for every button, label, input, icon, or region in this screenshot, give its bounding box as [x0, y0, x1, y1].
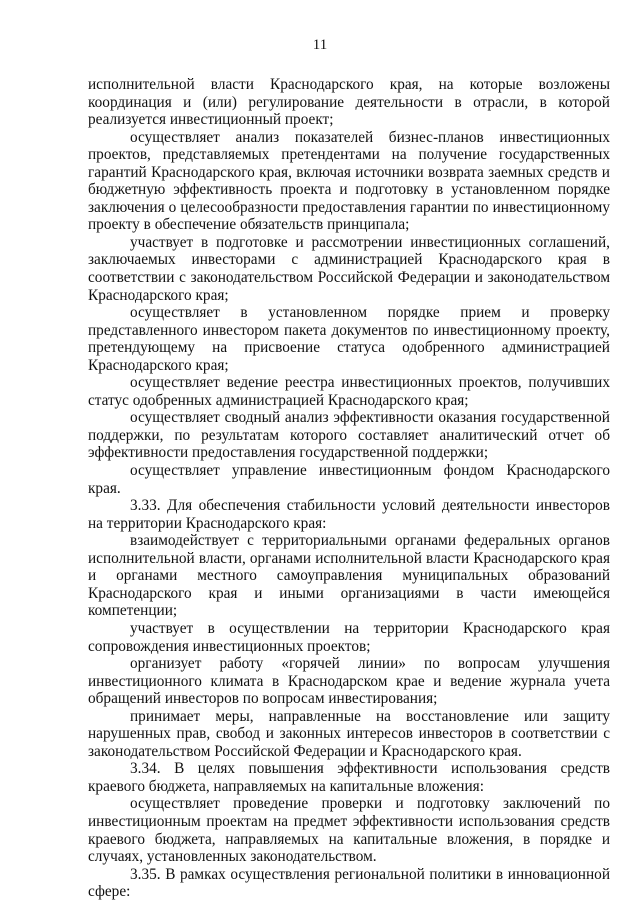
section-3-35-heading: 3.35. В рамках осуществления региональной политики в инновационной сфере:: [88, 865, 610, 901]
document-body: [88, 76, 610, 901]
paragraph-rights-protection: принимает меры, направленные на восстановление или защиту нарушенных прав, свобод и законных интересов инвесторов в соответствии с законодательством Российской Федерации и Краснодарского края.: [88, 707, 610, 760]
page-number: 11: [312, 37, 328, 53]
paragraph-continuation: исполнительной власти Краснодарского края, на которые возложены координация и (или) регулирование деятельности в отрасли, в которой реализуется инвестиционный проект;: [88, 76, 610, 129]
paragraph-interaction: взаимодействует с территориальными органами федеральных органов исполнительной власти, органами исполнительной власти Краснодарского края и органами местного самоуправления муниципальных образований Краснодарского края и иными организациями в части имеющейся компетенции;: [88, 532, 610, 620]
section-3-34-heading: 3.34. В целях повышения эффективности использования средств краевого бюджета, направляемых на капитальные вложения:: [88, 760, 610, 795]
paragraph-project-support: участвует в осуществлении на территории Краснодарского края сопровождения инвестиционных проектов;: [88, 619, 610, 655]
paragraph-document-review: осуществляет в установленном порядке прием и проверку представленного инвестором пакета документов по инвестиционному проекту, претендующему на присвоение статуса одобренного администрацией Краснодарского края;: [88, 304, 610, 374]
paragraph-project-registry: осуществляет ведение реестра инвестиционных проектов, получивших статус одобренных администрацией Краснодарского края;: [88, 374, 610, 409]
paragraph-hotline: организует работу «горячей линии» по вопросам улучшения инвестиционного климата в Краснодарском крае и ведение журнала учета обращений инвесторов по вопросам инвестирования;: [88, 655, 610, 708]
paragraph-budget-efficiency: осуществляет проведение проверки и подготовку заключений по инвестиционным проектам на предмет эффективности использования средств краевого бюджета, направляемых на капитальные вложения, в порядке и случаях, установленных законодательством.: [88, 795, 610, 866]
paragraph-investment-fund: осуществляет управление инвестиционным фондом Краснодарского края.: [88, 462, 610, 497]
section-3-33-heading: 3.33. Для обеспечения стабильности условий деятельности инвесторов на территории Краснодарского края:: [88, 497, 610, 532]
paragraph-business-plan-analysis: осуществляет анализ показателей бизнес-планов инвестиционных проектов, представляемых претендентами на получение государственных гарантий Краснодарского края, включая источники возврата заемных средств и бюджетную эффективность проекта и подготовку в установленном порядке заключения о целесообразности предоставления гарантии по инвестиционному проекту в обеспечение обязательств принципала;: [88, 128, 610, 234]
paragraph-support-analysis: осуществляет сводный анализ эффективности оказания государственной поддержки, по результатам которого составляет аналитический отчет об эффективности предоставления государственной поддержки;: [88, 409, 610, 462]
paragraph-investment-agreements: участвует в подготовке и рассмотрении инвестиционных соглашений, заключаемых инвесторами с администрацией Краснодарского края в соответствии с законодательством Российской Федерации и законодательством Краснодарского края;: [88, 233, 610, 304]
